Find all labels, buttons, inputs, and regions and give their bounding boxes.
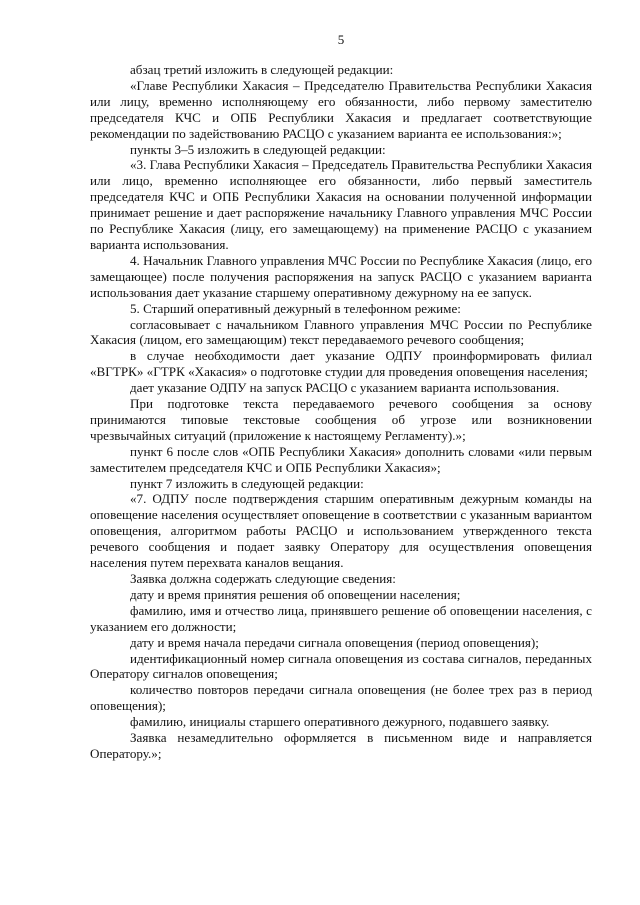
paragraph: количество повторов передачи сигнала оповещения (не более трех раз в период оповещения); xyxy=(90,682,592,714)
paragraph: Заявка незамедлительно оформляется в письменном виде и направляется Оператору.»; xyxy=(90,730,592,761)
paragraph: «3. Глава Республики Хакасия – Председатель Правительства Республики Хакасия или лицо, временно исполняющее его обязанности, либо первый заместитель председателя КЧС и ОПБ Республики Хакасия на основании полученной информации принимает решение и дает распоряжение начальнику Главного управления МЧС России по Республике Хакасия (лицу, его замещающему) на применение РАСЦО с указанием варианта использования. xyxy=(90,157,592,252)
paragraph: пункты 3–5 изложить в следующей редакции: xyxy=(130,141,386,157)
paragraph: дает указание ОДПУ на запуск РАСЦО с указанием варианта использования. xyxy=(130,380,560,396)
paragraph: в случае необходимости дает указание ОДПУ проинформировать филиал «ВГТРК» «ГТРК «Хакасия» о подготовке студии для проведения оповещения населения; xyxy=(90,348,592,380)
paragraph: идентификационный номер сигнала оповещения из состава сигналов, переданных Оператору сигналов оповещения; xyxy=(90,650,592,682)
paragraph: согласовывает с начальником Главного управления МЧС России по Республике Хакасия (лицом, его замещающим) текст передаваемого речевого сообщения; xyxy=(90,316,592,348)
paragraph: дату и время начала передачи сигнала оповещения (период оповещения); xyxy=(130,634,539,650)
paragraph: 4. Начальник Главного управления МЧС России по Республике Хакасия (лицо, его замещающее) после получения распоряжения на запуск РАСЦО с указанием варианта использования дает указание старшему оперативному дежурному на ее запуск. xyxy=(90,252,592,300)
paragraph: фамилию, имя и отчество лица, принявшего решение об оповещении населения, с указанием его должности; xyxy=(90,602,592,634)
paragraph: абзац третий изложить в следующей редакции: xyxy=(130,62,394,77)
page-number: 5 xyxy=(337,32,345,47)
paragraph: дату и время принятия решения об оповещении населения; xyxy=(130,586,461,602)
document-body xyxy=(90,62,592,762)
paragraph: «Главе Республики Хакасия – Председателю Правительства Республики Хакасия или лицу, временно исполняющему его обязанности, либо первому заместителю председателя КЧС и ОПБ Республики Хакасия и предлагает соответствующие рекомендации по задействованию РАСЦО с указанием варианта ее использования:»; xyxy=(90,77,592,141)
paragraph: фамилию, инициалы старшего оперативного дежурного, подавшего заявку. xyxy=(130,714,550,730)
paragraph: 5. Старший оперативный дежурный в телефонном режиме: xyxy=(130,300,461,316)
paragraph: пункт 7 изложить в следующей редакции: xyxy=(130,475,364,491)
paragraph: «7. ОДПУ после подтверждения старшим оперативным дежурным команды на оповещение населения осуществляет оповещение в соответствии с указанным вариантом оповещения, алгоритмом работы РАСЦО и использованием утвержденного текста речевого сообщения и подает заявку Оператору для осуществления оповещения населения путем перехвата каналов вещания. xyxy=(90,491,592,571)
paragraph: Заявка должна содержать следующие сведения: xyxy=(130,571,396,586)
paragraph: При подготовке текста передаваемого речевого сообщения за основу принимаются типовые текстовые сообщения об угрозе или возникновении чрезвычайных ситуаций (приложение к настоящему Регламенту).»; xyxy=(90,396,592,443)
paragraph: пункт 6 после слов «ОПБ Республики Хакасия» дополнить словами «или первым заместителем председателя КЧС и ОПБ Республики Хакасия»; xyxy=(90,443,592,475)
